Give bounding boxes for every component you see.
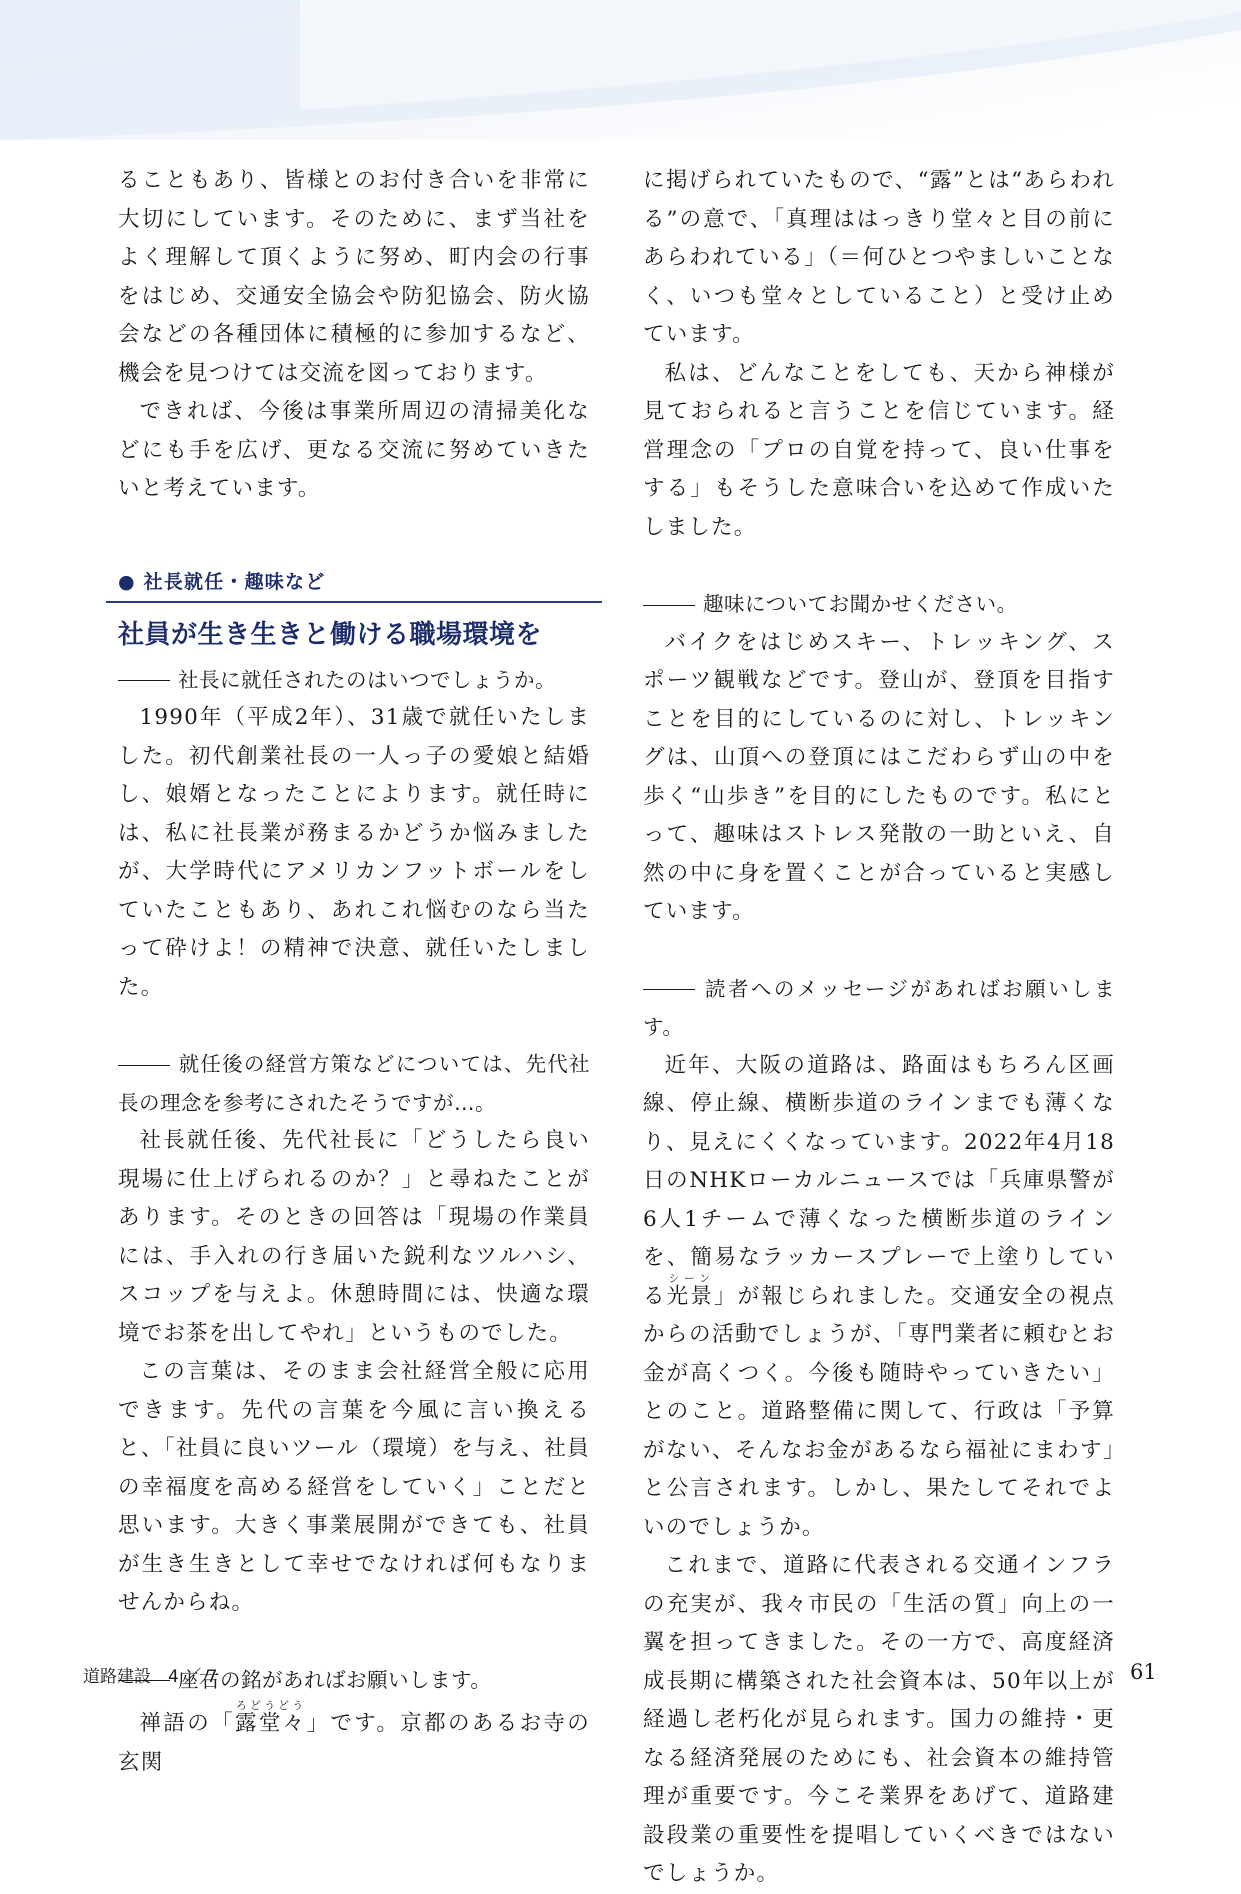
answer-text: 」が報じられました。交通安全の視点からの活動でしょうが、「専門業者に頼むとお金が高くつく。今後も随時やっていきたい」とのこと。道路整備に関して、行政は「予算がない、そんなお金があるなら福祉にまわす」と公言されます。しかし、果たしてそれでよいのでしょうか。 <box>643 1283 1115 1540</box>
answer-paragraph <box>643 1047 1115 1548</box>
right-column <box>643 162 1115 1894</box>
em-dash-rule <box>643 605 695 606</box>
page-number: 61 <box>1130 1660 1157 1684</box>
footer-publication: 道路建設 4 ／ 7 <box>83 1667 218 1687</box>
question-text: 就任後の経営方策などについては、先代社長の理念を参考にされたそうですが…。 <box>118 1052 590 1115</box>
question-text: 社長に就任されたのはいつでしょうか。 <box>178 667 556 692</box>
section-headline: 社員が生き生きと働ける職場環境を <box>118 619 543 650</box>
answer-text: 」です。京都のあるお寺の玄関 <box>118 1711 590 1775</box>
paragraph: ることもあり、皆様とのお付き合いを非常に大切にしています。そのために、まず当社をよく理解して頂くように努め、町内会の行事をはじめ、交通安全協会や防犯協会、防火協会などの各種団体に積極的に参加するなど、機会を見つけては交流を図っております。 <box>118 168 590 386</box>
em-dash-rule <box>118 1065 170 1066</box>
ruby-word <box>234 1699 307 1736</box>
question-text: 座右の銘があればお願いします。 <box>178 1667 492 1692</box>
em-dash-rule <box>643 989 695 990</box>
paragraph: 私は、どんなことをしても、天から神様が見ておられると言うことを信じています。経営理念の「プロの自覚を持って、良い仕事をする」もそうした意味合いを込めて作成いたしました。 <box>643 360 1115 540</box>
header-band <box>0 0 1241 140</box>
interview-question <box>118 661 590 700</box>
question-text: 趣味についてお聞かせください。 <box>703 592 1018 616</box>
answer-paragraph <box>118 1699 590 1782</box>
em-dash-rule <box>118 680 170 681</box>
answer-text: 近年、大阪の道路は、路面はもちろん区画線、停止線、横断歩道のラインまでも薄くなり、見えにくくなっています。2022年4月18日のNHKローカルニュースでは「兵庫県警が6人1チームで薄くなった横断歩道のラインを、簡易なラッカースプレーで上塗りしている <box>643 1052 1115 1309</box>
answer-paragraph: 1990年（平成2年）、31歳で就任いたしました。初代創業社長の一人っ子の愛娘と結婚し、娘婿となったことによります。就任時には、私に社長業が務まるかどうか悩みましたが、大学時代にアメリカンフットボールをしていたこともあり、あれこれ悩むのなら当たって砕けよ！の精神で決意、就任いたしました。 <box>118 705 590 1000</box>
section-divider <box>106 601 602 603</box>
left-column <box>118 162 590 1782</box>
ruby-word <box>666 1271 714 1309</box>
ruby-reading: シーン <box>666 1271 714 1285</box>
interview-question <box>643 970 1115 1047</box>
answer-paragraph: バイクをはじめスキー、トレッキング、スポーツ観戦などです。登山が、登頂を目指すことを目的にしているのに対し、トレッキングは、山頂への登頂にはこだわらず山の中を歩く“山歩き”を目的にしたものです。私にとって、趣味はストレス発散の一助といえ、自然の中に身を置くことが合っていると実感しています。 <box>643 629 1115 924</box>
header-swoosh <box>0 0 1241 140</box>
interview-question <box>118 1045 590 1122</box>
section-label: ● 社長就任・趣味など <box>118 570 326 593</box>
ruby-base: 露堂々 <box>234 1711 307 1736</box>
interview-question <box>643 585 1115 624</box>
paragraph: できれば、今後は事業所周辺の清掃美化などにも手を広げ、更なる交流に努めていきたいと考えています。 <box>118 399 590 501</box>
ruby-reading: ろどうどう <box>234 1699 306 1712</box>
answer-paragraph: これまで、道路に代表される交通インフラの充実が、我々市民の「生活の質」向上の一翼を担ってきました。その一方で、高度経済成長期に構築された社会資本は、50年以上が経過し老朽化が見られます。国力の維持・更なる経済発展のためにも、社会資本の維持管理が重要です。今こそ業界をあげて、道路建設段業の重要性を提唱していくべきではないでしょうか。 <box>643 1553 1115 1886</box>
answer-text: 禅語の「 <box>139 1711 235 1736</box>
question-text: 読者へのメッセージがあればお願いします。 <box>643 976 1115 1039</box>
ruby-base: 光景 <box>666 1283 714 1309</box>
answer-paragraph: この言葉は、そのまま会社経営全般に応用できます。先代の言葉を今風に言い換えると、「社員に良いツール（環境）を与え、社員の幸福度を高める経営をしていく」ことだと思います。大きく事業展開ができても、社員が生き生きとして幸せでなければ何もなりませんからね。 <box>118 1359 590 1615</box>
answer-paragraph: 社長就任後、先代社長に「どうしたら良い現場に仕上げられるのか？」と尋ねたことがあります。そのときの回答は「現場の作業員には、手入れの行き届いた鋭利なツルハシ、スコップを与えよ。休憩時間には、快適な環境でお茶を出してやれ」というものでした。 <box>118 1128 590 1346</box>
paragraph: に掲げられていたもので、“露”とは“あらわれる”の意で、「真理ははっきり堂々と目の前にあらわれている」（＝何ひとつやましいことなく、いつも堂々としていること）と受け止めています。 <box>643 168 1115 347</box>
